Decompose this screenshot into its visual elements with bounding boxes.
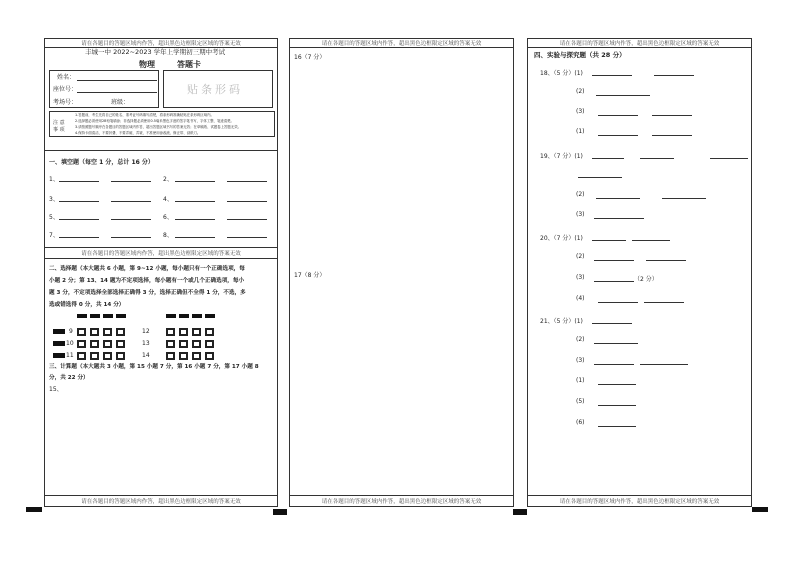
right-bottom-note: 请在各题目的答题区域内作答，超出黑色边框限定区域的答案无效 xyxy=(559,499,720,505)
choice-bubble-d[interactable] xyxy=(205,328,214,336)
alignment-mark-right xyxy=(752,507,768,512)
choice-bubble-b[interactable] xyxy=(90,352,99,360)
field-seat-input[interactable] xyxy=(77,92,157,93)
answer-blank[interactable] xyxy=(594,343,638,344)
question-15-answer-area[interactable] xyxy=(49,395,273,491)
choice-bubble-a[interactable] xyxy=(166,328,175,336)
question-17-answer-area[interactable] xyxy=(294,281,510,491)
fill-blank[interactable] xyxy=(227,181,267,182)
position-mark xyxy=(77,314,87,318)
question-18-part-2: (2) xyxy=(576,88,585,95)
rule-before-note xyxy=(45,247,277,248)
choice-bubble-a[interactable] xyxy=(77,328,86,336)
field-name-input[interactable] xyxy=(77,80,157,81)
notice-item-2: 2.选择题必须使用2B铅笔填涂；非选择题必须使用0.5毫米黑色字迹的签字笔书写，字体工整、笔迹清楚。 xyxy=(75,119,234,123)
fill-item-8: 8、 xyxy=(163,232,173,239)
choice-bubble-b[interactable] xyxy=(179,352,188,360)
fill-blank[interactable] xyxy=(111,181,151,182)
choice-bubble-b[interactable] xyxy=(90,328,99,336)
fill-blank[interactable] xyxy=(59,181,99,182)
choice-bubble-c[interactable] xyxy=(192,328,201,336)
answer-blank[interactable] xyxy=(652,135,692,136)
choice-bubble-d[interactable] xyxy=(205,340,214,348)
barcode-label: 贴条形码 xyxy=(187,83,243,96)
answer-blank[interactable] xyxy=(598,115,638,116)
answer-blank[interactable] xyxy=(652,115,692,116)
choice-bubble-a[interactable] xyxy=(166,340,175,348)
fill-item-2: 2、 xyxy=(163,176,173,183)
fill-blank[interactable] xyxy=(175,219,215,220)
section2-title-line-3: 题 3 分，不定项选择全部选择正确得 3 分，选择正确但不全得 1 分，不选，多 xyxy=(49,290,246,296)
question-21-label: 21、（5 分）(1) xyxy=(540,318,583,325)
section3-title-line-2: 分，共 22 分） xyxy=(49,375,89,381)
notice-item-3: 3.请按照题号顺序在各题目的答题区域内作答，超出答题区域书写的答案无效；在草稿纸、试题卷上答题无效。 xyxy=(75,125,241,129)
section2-title-line-1: 二、选择题（本大题共 6 小题，第 9~12 小题，每小题只有一个正确选项，每 xyxy=(49,266,245,272)
answer-blank[interactable] xyxy=(594,260,634,261)
right-top-note: 请在各题目的答题区域内作答，超出黑色边框限定区域的答案无效 xyxy=(559,41,720,47)
position-mark xyxy=(179,314,189,318)
fill-item-7: 7、 xyxy=(49,232,59,239)
fill-blank[interactable] xyxy=(175,181,215,182)
question-20-part-4: (4) xyxy=(576,295,585,302)
choice-bubble-c[interactable] xyxy=(103,352,112,360)
choice-number-10: 10 xyxy=(66,340,74,347)
choice-bubble-d[interactable] xyxy=(205,352,214,360)
question-19-part-3: (3) xyxy=(576,211,585,218)
answer-blank[interactable] xyxy=(646,260,686,261)
choice-number-13: 13 xyxy=(142,340,150,347)
answer-blank[interactable] xyxy=(578,177,622,178)
position-mark xyxy=(116,314,126,318)
answer-blank[interactable] xyxy=(594,218,644,219)
field-room-label: 考场号： xyxy=(53,99,78,106)
exam-card-label: 答题卡 xyxy=(177,60,201,69)
left-bottom-note: 请在各题目的答题区域内作答，超出黑色边框限定区域的答案无效 xyxy=(81,499,241,505)
question-18-part-3: (3) xyxy=(576,108,585,115)
answer-blank[interactable] xyxy=(598,405,636,406)
fill-blank[interactable] xyxy=(227,237,267,238)
answer-blank[interactable] xyxy=(594,364,634,365)
field-seat-label: 座位号： xyxy=(53,86,78,93)
position-mark xyxy=(90,314,100,318)
answer-blank[interactable] xyxy=(596,198,640,199)
left-top-note: 请在各题目的答题区域内作答，超出黑色边框限定区域的答案无效 xyxy=(81,41,241,47)
middle-bottom-rule xyxy=(290,495,513,496)
choice-bubble-a[interactable] xyxy=(77,352,86,360)
fill-blank[interactable] xyxy=(59,219,99,220)
middle-top-rule xyxy=(290,47,513,48)
row-mark xyxy=(53,341,65,346)
fill-blank[interactable] xyxy=(227,219,267,220)
notice-item-1: 1.答题前，考生先将自己的姓名、准考证号码填写清楚，将条形码准确粘贴在条形码区域内。 xyxy=(75,113,214,117)
answer-blank[interactable] xyxy=(632,240,670,241)
notice-label: 注 意 事 项 xyxy=(53,120,65,133)
choice-bubble-d[interactable] xyxy=(116,352,125,360)
right-bottom-rule xyxy=(528,495,751,496)
alignment-mark-left xyxy=(26,507,42,512)
question-19-label: 19、（7 分）(1) xyxy=(540,153,583,160)
choice-bubble-d[interactable] xyxy=(116,340,125,348)
section1-title: 一、填空题（每空 1 分，总计 16 分） xyxy=(49,159,154,166)
right-top-rule xyxy=(528,47,751,48)
field-class-label: 班级： xyxy=(111,99,130,106)
answer-blank[interactable] xyxy=(594,281,634,282)
choice-bubble-c[interactable] xyxy=(103,340,112,348)
answer-blank[interactable] xyxy=(598,426,636,427)
question-21-part-4: (1) xyxy=(576,377,585,384)
question-21-part-6: (6) xyxy=(576,419,585,426)
question-20-part-3: (3) xyxy=(576,274,585,281)
exam-title: 丰城一中 2022~2023 学年上学期初三期中考试 xyxy=(85,48,226,56)
position-mark xyxy=(192,314,202,318)
fill-blank[interactable] xyxy=(175,201,215,202)
choice-bubble-b[interactable] xyxy=(179,340,188,348)
question-19-part-2: (2) xyxy=(576,191,585,198)
question-20-part-3-score: （2 分） xyxy=(634,276,658,283)
left-bottom-rule xyxy=(45,495,277,496)
choice-bubble-a[interactable] xyxy=(166,352,175,360)
alignment-mark-center-left xyxy=(273,509,287,515)
answer-blank[interactable] xyxy=(592,158,624,159)
alignment-mark-center-right xyxy=(513,509,527,515)
section3-title-line-1: 三、计算题（本大题共 3 小题，第 15 小题 7 分，第 16 小题 7 分，第 17 小题 8 xyxy=(49,364,259,370)
question-20-part-2: (2) xyxy=(576,253,585,260)
left-column xyxy=(44,38,278,507)
answer-blank[interactable] xyxy=(662,198,706,199)
question-20-label: 20、（7 分）(1) xyxy=(540,235,583,242)
answer-blank[interactable] xyxy=(654,75,694,76)
answer-blank[interactable] xyxy=(592,75,632,76)
question-15-label: 15、 xyxy=(49,386,63,393)
field-name-label: 姓名： xyxy=(57,74,76,81)
middle-top-note: 请在各题目的答题区域内作答，超出黑色边框限定区域的答案无效 xyxy=(321,41,482,47)
question-18-label: 18、（5 分）(1) xyxy=(540,70,583,77)
question-16-answer-area[interactable] xyxy=(294,63,510,268)
fill-item-3: 3、 xyxy=(49,196,59,203)
right-column xyxy=(527,38,752,507)
position-mark xyxy=(166,314,176,318)
question-21-part-2: (2) xyxy=(576,336,585,343)
choice-number-12: 12 xyxy=(142,328,150,335)
choice-bubble-b[interactable] xyxy=(179,328,188,336)
fill-blank[interactable] xyxy=(227,201,267,202)
choice-number-11: 11 xyxy=(66,352,74,359)
row-mark xyxy=(53,353,65,358)
answer-blank[interactable] xyxy=(598,302,638,303)
position-mark xyxy=(205,314,215,318)
fill-item-6: 6、 xyxy=(163,214,173,221)
choice-bubble-b[interactable] xyxy=(90,340,99,348)
row-mark xyxy=(53,329,65,334)
left-mid-note: 请在各题目的答题区域内作答，超出黑色边框限定区域的答案无效 xyxy=(81,251,241,257)
position-mark xyxy=(103,314,113,318)
fill-blank[interactable] xyxy=(111,219,151,220)
answer-blank[interactable] xyxy=(644,302,684,303)
section4-title: 四、实验与探究题（共 28 分） xyxy=(534,51,626,59)
answer-blank[interactable] xyxy=(592,323,632,324)
question-21-part-5: (5) xyxy=(576,398,585,405)
notice-item-4: 4.保持卡面清洁，不要折叠、不要弄破、弄皱，不准使用涂改液、修正带、刮纸刀。 xyxy=(75,131,201,135)
fill-blank[interactable] xyxy=(111,237,151,238)
rule-after-notice xyxy=(45,150,277,151)
section2-title-line-2: 小题 2 分；第 13、14 题为不定项选择，每小题有一个或几个正确选项，每小 xyxy=(49,278,245,284)
answer-blank[interactable] xyxy=(640,364,688,365)
fill-blank[interactable] xyxy=(175,237,215,238)
section2-title-line-4: 选或错选得 0 分，共 14 分） xyxy=(49,302,125,308)
answer-blank[interactable] xyxy=(598,384,636,385)
choice-number-14: 14 xyxy=(142,352,150,359)
choice-bubble-a[interactable] xyxy=(77,340,86,348)
fill-blank[interactable] xyxy=(59,201,99,202)
answer-blank[interactable] xyxy=(592,240,626,241)
fill-blank[interactable] xyxy=(59,237,99,238)
fill-blank[interactable] xyxy=(111,201,151,202)
fill-item-4: 4、 xyxy=(163,196,173,203)
choice-bubble-c[interactable] xyxy=(103,328,112,336)
question-18-part-4: (1) xyxy=(576,128,585,135)
fill-item-1: 1、 xyxy=(49,176,59,183)
rule-after-note xyxy=(45,258,277,259)
answer-blank[interactable] xyxy=(640,158,674,159)
question-16-label: 16（7 分） xyxy=(294,54,326,61)
fill-item-5: 5、 xyxy=(49,214,59,221)
answer-blank[interactable] xyxy=(598,135,638,136)
answer-blank[interactable] xyxy=(710,158,748,159)
answer-blank[interactable] xyxy=(596,95,650,96)
choice-bubble-c[interactable] xyxy=(192,352,201,360)
choice-bubble-d[interactable] xyxy=(116,328,125,336)
middle-column xyxy=(289,38,514,507)
question-17-label: 17（8 分） xyxy=(294,272,326,279)
choice-number-9: 9 xyxy=(69,328,73,335)
question-21-part-3: (3) xyxy=(576,357,585,364)
exam-subject: 物理 xyxy=(139,60,155,69)
middle-bottom-note: 请在各题目的答题区域内作答，超出黑色边框限定区域的答案无效 xyxy=(321,499,482,505)
choice-bubble-c[interactable] xyxy=(192,340,201,348)
